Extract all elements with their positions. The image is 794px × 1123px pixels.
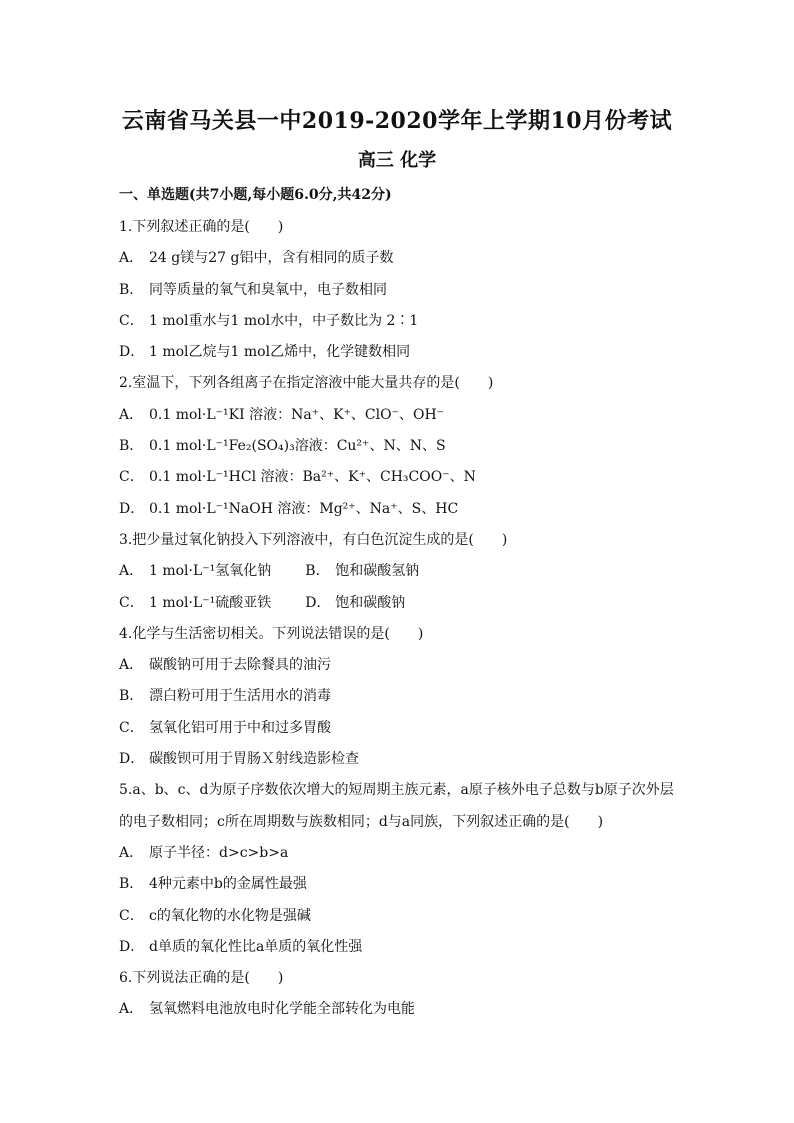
option-label: A． xyxy=(119,1001,144,1018)
option-text: 碳酸钠可用于去除餐具的油污 xyxy=(149,657,331,674)
option-label: B． xyxy=(305,563,330,580)
option-c xyxy=(119,717,694,748)
option-c xyxy=(119,310,694,341)
option-text: 0.1 mol·L⁻¹Fe₂(SO₄)₃溶液：Cu²⁺、N、N、S xyxy=(149,438,446,455)
option-row xyxy=(119,592,694,623)
option-d xyxy=(119,936,694,967)
option-text: 漂白粉可用于生活用水的消毒 xyxy=(149,688,331,705)
question-stem: 6.下列说法正确的是( ) xyxy=(119,970,284,987)
section-heading: 一、单选题(共7小题,每小题6.0分,共42分) xyxy=(119,187,392,203)
option-row xyxy=(119,560,694,591)
option-text: 原子半径：d>c>b>a xyxy=(149,844,289,861)
option-text: 1 mol乙烷与1 mol乙烯中，化学键数相同 xyxy=(149,344,411,361)
option-d xyxy=(119,341,694,372)
option-c xyxy=(119,905,694,936)
option-label: A． xyxy=(119,563,144,580)
option-label: D． xyxy=(119,751,145,768)
option-label: A． xyxy=(119,844,144,861)
option-text: 1 mol·L⁻¹硫酸亚铁 xyxy=(149,594,272,611)
option-label: C． xyxy=(119,469,144,486)
option-d xyxy=(119,498,694,529)
question-stem: 1.下列叙述正确的是( ) xyxy=(119,219,284,235)
option-label: A． xyxy=(119,250,144,267)
option-label: B． xyxy=(119,688,144,705)
exam-subtitle: 高三 化学 xyxy=(357,150,437,171)
option-label: D． xyxy=(119,500,145,517)
option-b xyxy=(119,279,694,310)
option-label: C． xyxy=(119,719,144,736)
option-text: 0.1 mol·L⁻¹NaOH 溶液：Mg²⁺、Na⁺、S、HC xyxy=(149,500,459,517)
option-text: 0.1 mol·L⁻¹HCl 溶液：Ba²⁺、K⁺、CH₃COO⁻、N xyxy=(149,469,476,486)
question-stem: 3.把少量过氧化钠投入下列溶液中，有白色沉淀生成的是( ) xyxy=(119,531,508,548)
option-text: 1 mol重水与1 mol水中，中子数比为 2∶1 xyxy=(149,312,419,329)
option-text: 饱和碳酸氢钠 xyxy=(335,563,420,580)
option-text: 4种元素中b的金属性最强 xyxy=(149,876,307,893)
option-c xyxy=(119,466,694,497)
option-a xyxy=(119,998,694,1029)
option-text: 饱和碳酸钠 xyxy=(335,594,406,611)
option-label: B． xyxy=(119,438,144,455)
option-label: C． xyxy=(119,907,144,924)
option-text: 氢氧燃料电池放电时化学能全部转化为电能 xyxy=(149,1001,415,1018)
option-b xyxy=(305,560,419,582)
option-label: D． xyxy=(305,594,331,611)
option-c xyxy=(119,592,271,614)
option-text: 同等质量的氧气和臭氧中，电子数相同 xyxy=(149,281,387,298)
option-label: D． xyxy=(119,344,145,361)
option-a xyxy=(119,560,271,582)
question-stem: 5.a、b、c、d为原子序数依次增大的短周期主族元素，a原子核外电子总数与b原子次外层 xyxy=(119,782,674,799)
option-a xyxy=(119,404,694,435)
option-text: d单质的氧化性比a单质的氧化性强 xyxy=(149,938,363,955)
option-b xyxy=(119,435,694,466)
option-text: c的氧化物的水化物是强碱 xyxy=(149,907,311,924)
question-stem-continued: 的电子数相同；c所在周期数与族数相同；d与a同族，下列叙述正确的是( ) xyxy=(119,813,604,830)
option-b xyxy=(119,685,694,716)
option-a xyxy=(119,247,694,278)
option-label: C． xyxy=(119,594,144,611)
question-stem: 2.室温下，下列各组离子在指定溶液中能大量共存的是( ) xyxy=(119,375,494,392)
option-label: A． xyxy=(119,406,144,423)
option-d xyxy=(119,748,694,779)
option-b xyxy=(119,873,694,904)
option-d xyxy=(305,592,405,614)
exam-title: 云南省马关县一中2019-2020学年上学期10月份考试 xyxy=(121,108,673,134)
option-a xyxy=(119,654,694,685)
option-label: A． xyxy=(119,657,144,674)
question-stem: 4.化学与生活密切相关。下列说法错误的是( ) xyxy=(119,625,424,642)
option-text: 0.1 mol·L⁻¹KI 溶液：Na⁺、K⁺、ClO⁻、OH⁻ xyxy=(149,406,445,423)
option-text: 24 g镁与27 g铝中，含有相同的质子数 xyxy=(149,250,394,267)
option-a xyxy=(119,842,694,873)
option-label: C． xyxy=(119,312,144,329)
option-text: 碳酸钡可用于胃肠Ｘ射线造影检查 xyxy=(149,751,359,768)
option-label: D． xyxy=(119,938,145,955)
option-label: B． xyxy=(119,876,144,893)
option-label: B． xyxy=(119,281,144,298)
question-list xyxy=(119,216,694,1030)
option-text: 1 mol·L⁻¹氢氧化钠 xyxy=(149,563,272,580)
option-text: 氢氧化铝可用于中和过多胃酸 xyxy=(149,719,331,736)
